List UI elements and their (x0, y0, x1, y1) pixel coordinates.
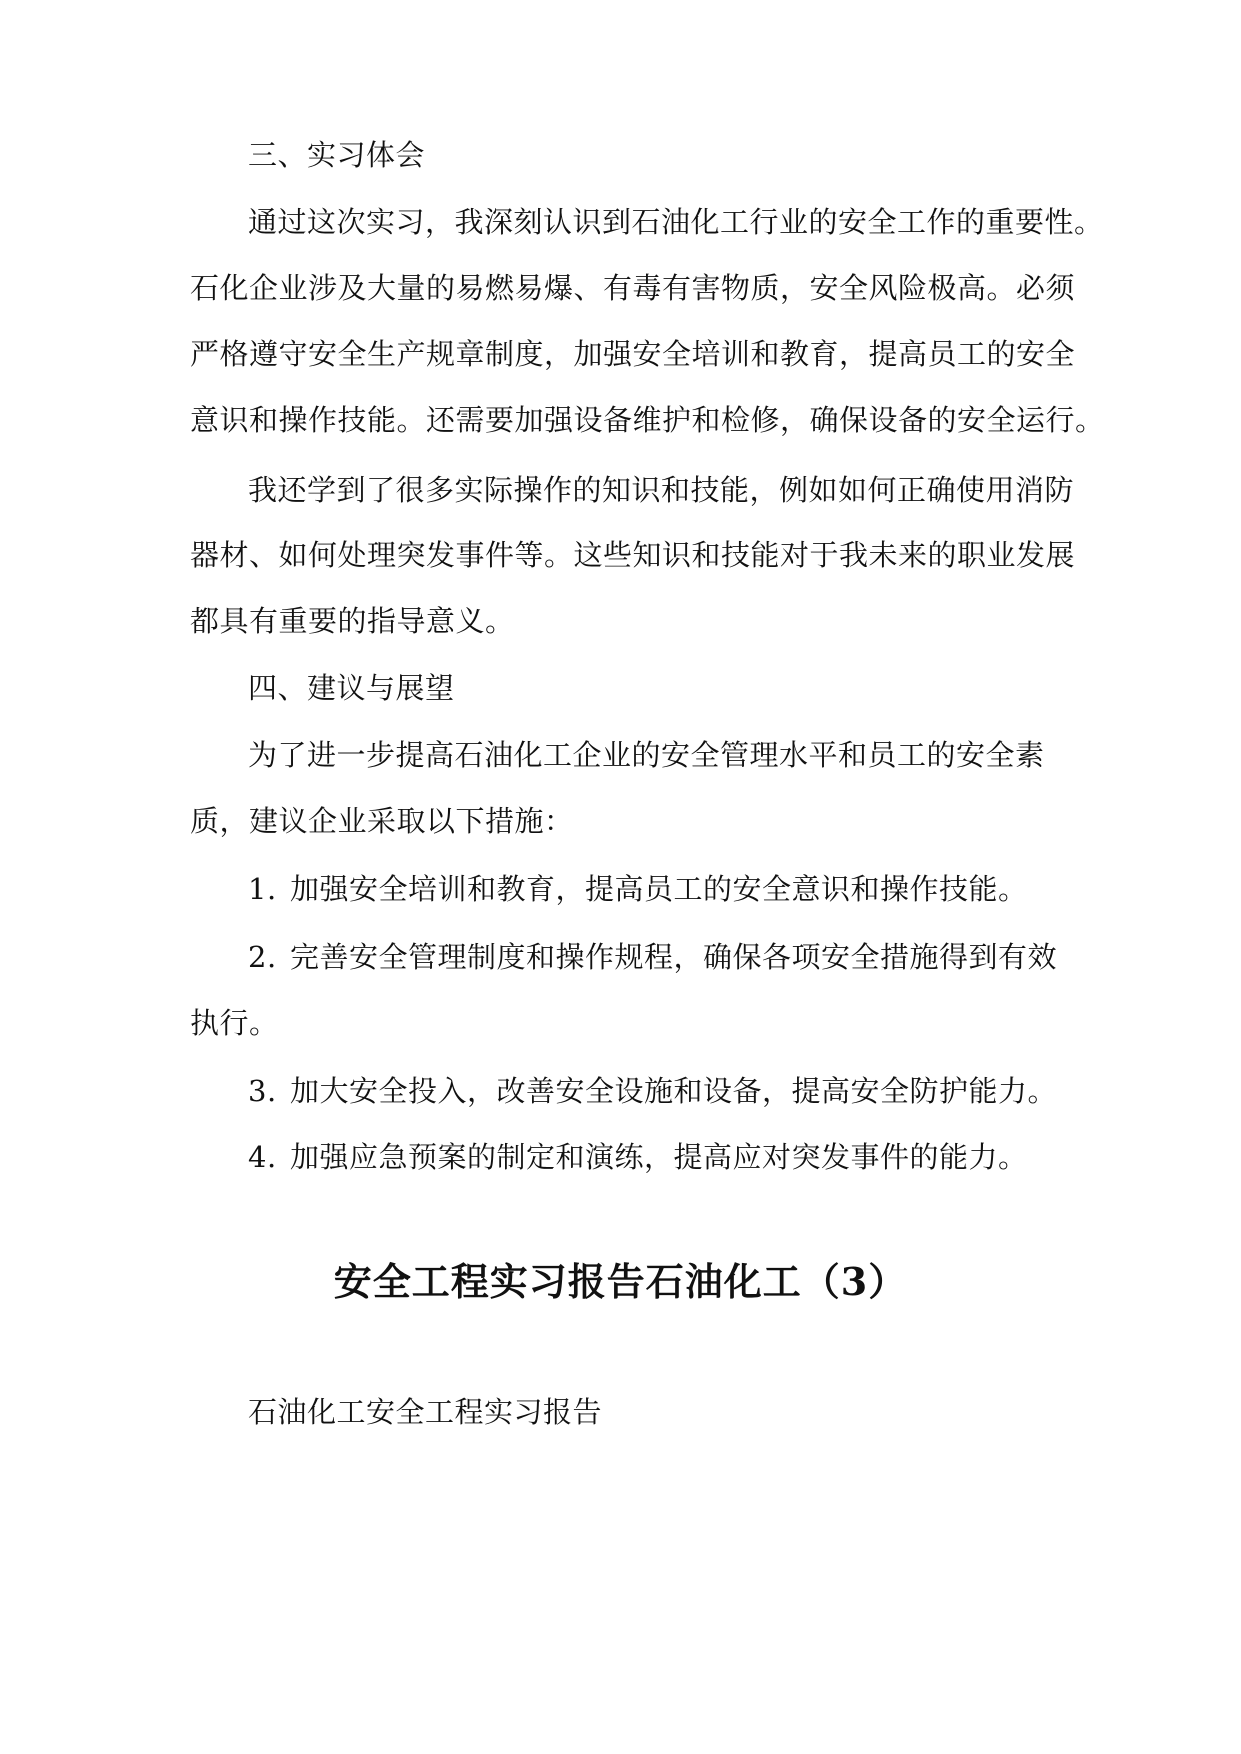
list-text: 加强应急预案的制定和演练，提高应对突发事件的能力。 (290, 1140, 1028, 1174)
list-item (248, 869, 1118, 909)
list-number: 3. (248, 1074, 277, 1108)
paragraph-line: 通过这次实习，我深刻认识到石油化工行业的安全工作的重要性。 (248, 205, 1104, 239)
list-number: 4. (248, 1140, 277, 1174)
list-number: 2. (248, 940, 277, 974)
paragraph-line: 为了进一步提高石油化工企业的安全管理水平和员工的安全素 (248, 738, 1045, 772)
list-item (248, 1071, 1118, 1111)
subtitle: 石油化工安全工程实习报告 (248, 1395, 603, 1429)
paragraph-line: 意识和操作技能。还需要加强设备维护和检修，确保设备的安全运行。 (190, 403, 1105, 437)
paragraph-line: 都具有重要的指导意义。 (190, 604, 515, 638)
section-heading: 三、实习体会 (248, 138, 426, 172)
paragraph-line: 我还学到了很多实际操作的知识和技能，例如如何正确使用消防 (248, 473, 1075, 507)
list-number: 1. (248, 872, 277, 906)
paragraph-line: 严格遵守安全生产规章制度，加强安全培训和教育，提高员工的安全 (190, 337, 1076, 371)
list-item (248, 1137, 1118, 1177)
section-heading: 四、建议与展望 (248, 671, 455, 705)
list-item (248, 937, 1118, 977)
paragraph-line: 质，建议企业采取以下措施： (190, 804, 574, 838)
document-title: 安全工程实习报告石油化工（3） (333, 1259, 908, 1304)
paragraph-line: 器材、如何处理突发事件等。这些知识和技能对于我未来的职业发展 (190, 538, 1076, 572)
list-item-continuation: 执行。 (190, 1006, 279, 1040)
paragraph-line: 石化企业涉及大量的易燃易爆、有毒有害物质，安全风险极高。必须 (190, 271, 1076, 305)
list-text: 加强安全培训和教育，提高员工的安全意识和操作技能。 (290, 872, 1028, 906)
list-text: 加大安全投入，改善安全设施和设备，提高安全防护能力。 (290, 1074, 1058, 1108)
list-text: 完善安全管理制度和操作规程，确保各项安全措施得到有效 (290, 940, 1058, 974)
